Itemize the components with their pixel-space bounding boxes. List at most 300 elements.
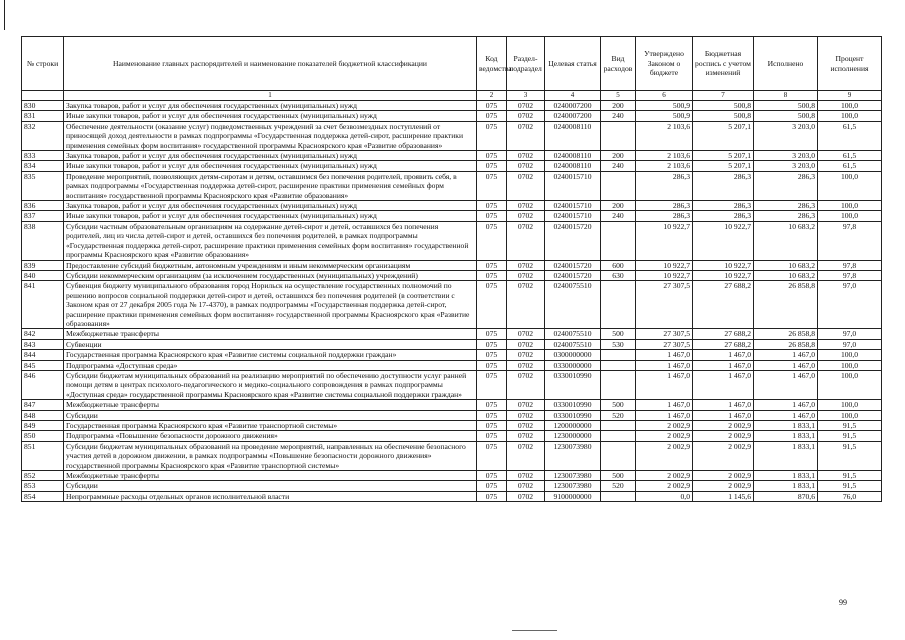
row-number: 843	[22, 339, 64, 349]
row-department-code: 075	[477, 360, 507, 370]
row-target-article: 0330010990	[545, 370, 601, 399]
row-department-code: 075	[477, 201, 507, 211]
row-target-article: 0240015710	[545, 211, 601, 221]
row-section: 0702	[507, 211, 545, 221]
row-number: 838	[22, 221, 64, 260]
row-executed: 1 467,0	[754, 370, 818, 399]
table-body	[22, 101, 882, 502]
row-number: 849	[22, 421, 64, 431]
row-name: Обеспечение деятельности (оказание услуг) подведомственных учреждений за счет безвозмездных поступлений от приносящей доход деятельности в рамках подпрограммы «Государственная поддержка детей-сирот, расширение практики применения семейных форм воспитания» государственной программы Красноярского края «Развитие образования»	[64, 121, 477, 150]
row-department-code: 075	[477, 400, 507, 410]
row-expense-type: 520	[601, 410, 636, 420]
row-approved: 10 922,7	[636, 270, 693, 280]
row-section: 0702	[507, 481, 545, 491]
row-budget-schedule: 1 467,0	[693, 370, 754, 399]
row-number: 836	[22, 201, 64, 211]
row-expense-type	[601, 221, 636, 260]
row-section: 0702	[507, 281, 545, 329]
row-target-article: 0300000000	[545, 350, 601, 360]
table-row	[22, 161, 882, 171]
row-budget-schedule: 10 922,7	[693, 260, 754, 270]
row-expense-type: 500	[601, 400, 636, 410]
row-expense-type: 630	[601, 270, 636, 280]
table-row	[22, 421, 882, 431]
table-row	[22, 260, 882, 270]
row-number: 835	[22, 171, 64, 200]
table-row	[22, 101, 882, 111]
footer-mark	[512, 630, 557, 631]
row-number: 837	[22, 211, 64, 221]
row-percent: 91,5	[818, 441, 882, 470]
row-percent: 100,0	[818, 370, 882, 399]
row-budget-schedule: 27 688,2	[693, 329, 754, 339]
row-budget-schedule: 5 207,1	[693, 121, 754, 150]
row-target-article: 1200000000	[545, 421, 601, 431]
table-row	[22, 360, 882, 370]
row-percent: 100,0	[818, 410, 882, 420]
row-section: 0702	[507, 400, 545, 410]
row-name: Межбюджетные трансферты	[64, 400, 477, 410]
row-percent: 76,0	[818, 491, 882, 501]
row-expense-type: 500	[601, 471, 636, 481]
row-budget-schedule: 1 467,0	[693, 400, 754, 410]
header-section: Раздел-подраздел	[507, 37, 545, 91]
column-number: 9	[818, 91, 882, 101]
row-department-code: 075	[477, 431, 507, 441]
row-number: 834	[22, 161, 64, 171]
row-budget-schedule: 1 467,0	[693, 410, 754, 420]
header-percent: Процент исполнения	[818, 37, 882, 91]
row-name: Предоставление субсидий бюджетным, автономным учреждениям и иным некоммерческим организациям	[64, 260, 477, 270]
row-expense-type: 200	[601, 201, 636, 211]
row-percent: 100,0	[818, 171, 882, 200]
row-approved: 1 467,0	[636, 350, 693, 360]
row-target-article: 0240015720	[545, 260, 601, 270]
row-budget-schedule: 1 467,0	[693, 360, 754, 370]
row-target-article: 1230073980	[545, 481, 601, 491]
row-percent: 91,5	[818, 471, 882, 481]
header-row	[22, 37, 882, 91]
table-row	[22, 151, 882, 161]
row-department-code: 075	[477, 260, 507, 270]
row-name: Субвенция бюджету муниципального образования город Норильск на осуществление государственных полномочий по решению вопросов социальной поддержки детей-сирот и детей, оставшихся без попечения родителей (в соответствии с Законом края от 27 декабря 2005 года № 17-4370), в рамках подпрограммы «Государственная поддержка детей-сирот, расширение практики применения семейных форм воспитания» государственной программы Красноярского края «Развитие образования»	[64, 281, 477, 329]
row-target-article: 0240015710	[545, 171, 601, 200]
row-department-code: 075	[477, 221, 507, 260]
row-percent: 61,5	[818, 161, 882, 171]
column-number: 4	[545, 91, 601, 101]
header-executed: Исполнено	[754, 37, 818, 91]
row-executed: 10 683,2	[754, 260, 818, 270]
row-target-article: 0240015710	[545, 201, 601, 211]
row-number: 854	[22, 491, 64, 501]
row-expense-type	[601, 350, 636, 360]
row-executed: 1 467,0	[754, 410, 818, 420]
row-approved: 1 467,0	[636, 400, 693, 410]
row-section: 0702	[507, 329, 545, 339]
row-department-code: 075	[477, 161, 507, 171]
row-name: Субсидии бюджетам муниципальных образований на реализацию мероприятий по обеспечению доступности услуг ранней помощи детям в центрах психолого-педагогического и медико-социального сопровождения в рамках подпрограммы «Доступная среда» государственной программы Красноярского края «Развитие системы социальной поддержки граждан»	[64, 370, 477, 399]
row-name: Государственная программа Красноярского края «Развитие транспортной системы»	[64, 421, 477, 431]
row-expense-type	[601, 491, 636, 501]
row-expense-type	[601, 360, 636, 370]
table-row	[22, 221, 882, 260]
row-executed: 1 833,1	[754, 421, 818, 431]
column-number: 5	[601, 91, 636, 101]
table-row	[22, 491, 882, 501]
row-approved: 27 307,5	[636, 339, 693, 349]
row-target-article: 1230073980	[545, 441, 601, 470]
row-name: Субсидии некоммерческим организациям (за исключением государственных (муниципальных) учреждений)	[64, 270, 477, 280]
budget-table	[21, 36, 882, 502]
row-number: 832	[22, 121, 64, 150]
row-budget-schedule: 5 207,1	[693, 161, 754, 171]
row-name: Межбюджетные трансферты	[64, 329, 477, 339]
header-expense-type: Вид расходов	[601, 37, 636, 91]
row-target-article: 0240008110	[545, 151, 601, 161]
row-number: 848	[22, 410, 64, 420]
table-row	[22, 441, 882, 470]
row-name: Субвенции	[64, 339, 477, 349]
row-department-code: 075	[477, 121, 507, 150]
row-name: Субсидии	[64, 481, 477, 491]
column-number: 2	[477, 91, 507, 101]
table-row	[22, 201, 882, 211]
header-department-code: Код ведомства	[477, 37, 507, 91]
row-approved: 286,3	[636, 201, 693, 211]
row-section: 0702	[507, 370, 545, 399]
table-row	[22, 281, 882, 329]
row-section: 0702	[507, 471, 545, 481]
table-row	[22, 481, 882, 491]
row-percent: 97,0	[818, 281, 882, 329]
row-name: Закупка товаров, работ и услуг для обеспечения государственных (муниципальных) нужд	[64, 101, 477, 111]
row-executed: 10 683,2	[754, 270, 818, 280]
table-row	[22, 431, 882, 441]
row-executed: 10 683,2	[754, 221, 818, 260]
row-section: 0702	[507, 410, 545, 420]
row-name: Проведение мероприятий, позволяющих детям-сиротам и детям, оставшимся без попечения родителей, проявить себя, в рамках подпрограммы «Государственная поддержка детей-сирот, расширение практики применения семейных форм воспитания» государственной программы Красноярского края «Развитие образования»	[64, 171, 477, 200]
row-target-article: 1230073980	[545, 471, 601, 481]
table-row	[22, 171, 882, 200]
row-target-article: 9100000000	[545, 491, 601, 501]
row-number: 844	[22, 350, 64, 360]
row-approved: 2 002,9	[636, 441, 693, 470]
row-section: 0702	[507, 431, 545, 441]
row-section: 0702	[507, 161, 545, 171]
row-executed: 1 467,0	[754, 360, 818, 370]
row-section: 0702	[507, 151, 545, 161]
row-budget-schedule: 1 467,0	[693, 350, 754, 360]
row-approved: 286,3	[636, 171, 693, 200]
row-executed: 3 203,0	[754, 121, 818, 150]
row-expense-type	[601, 171, 636, 200]
row-percent: 97,0	[818, 339, 882, 349]
row-approved: 10 922,7	[636, 260, 693, 270]
row-percent: 100,0	[818, 360, 882, 370]
row-executed: 26 858,8	[754, 329, 818, 339]
row-approved: 27 307,5	[636, 329, 693, 339]
header-budget-schedule: Бюджетная роспись с учетом изменений	[693, 37, 754, 91]
row-executed: 1 833,1	[754, 471, 818, 481]
row-expense-type	[601, 281, 636, 329]
row-name: Субсидии	[64, 410, 477, 420]
row-target-article: 0330010990	[545, 400, 601, 410]
row-target-article: 0240075510	[545, 329, 601, 339]
row-expense-type	[601, 441, 636, 470]
row-number: 842	[22, 329, 64, 339]
row-budget-schedule: 286,3	[693, 201, 754, 211]
row-budget-schedule: 1 145,6	[693, 491, 754, 501]
row-section: 0702	[507, 221, 545, 260]
row-section: 0702	[507, 360, 545, 370]
row-budget-schedule: 500,8	[693, 101, 754, 111]
row-department-code: 075	[477, 370, 507, 399]
table-row	[22, 270, 882, 280]
row-expense-type: 500	[601, 329, 636, 339]
row-department-code: 075	[477, 171, 507, 200]
row-expense-type	[601, 431, 636, 441]
row-department-code: 075	[477, 471, 507, 481]
row-section: 0702	[507, 201, 545, 211]
row-expense-type: 200	[601, 151, 636, 161]
row-name: Иные закупки товаров, работ и услуг для обеспечения государственных (муниципальных) нужд	[64, 111, 477, 121]
row-budget-schedule: 286,3	[693, 171, 754, 200]
row-percent: 97,8	[818, 270, 882, 280]
row-expense-type: 530	[601, 339, 636, 349]
row-approved: 500,9	[636, 101, 693, 111]
row-department-code: 075	[477, 211, 507, 221]
row-department-code: 075	[477, 410, 507, 420]
row-number: 841	[22, 281, 64, 329]
row-name: Подпрограмма «Повышение безопасности дорожного движения»	[64, 431, 477, 441]
row-executed: 3 203,0	[754, 151, 818, 161]
row-percent: 100,0	[818, 211, 882, 221]
column-number-row	[22, 91, 882, 101]
row-percent: 91,5	[818, 431, 882, 441]
row-approved: 2 002,9	[636, 481, 693, 491]
row-target-article: 0240008110	[545, 121, 601, 150]
column-number: 6	[636, 91, 693, 101]
row-section: 0702	[507, 339, 545, 349]
row-expense-type	[601, 121, 636, 150]
row-number: 851	[22, 441, 64, 470]
row-expense-type	[601, 421, 636, 431]
row-name: Иные закупки товаров, работ и услуг для обеспечения государственных (муниципальных) нужд	[64, 161, 477, 171]
row-budget-schedule: 10 922,7	[693, 270, 754, 280]
row-expense-type: 600	[601, 260, 636, 270]
table-row	[22, 339, 882, 349]
page-number: 99	[839, 598, 847, 607]
row-budget-schedule: 2 002,9	[693, 421, 754, 431]
row-percent: 100,0	[818, 400, 882, 410]
row-approved: 500,9	[636, 111, 693, 121]
row-name: Непрограммные расходы отдельных органов исполнительной власти	[64, 491, 477, 501]
row-name: Субсидии бюджетам муниципальных образований на проведение мероприятий, направленных на обеспечение безопасного участия детей в дорожном движении, в рамках подпрограммы «Повышение безопасности дорожного движения» государственной программы Красноярского края «Развитие транспортной системы»	[64, 441, 477, 470]
row-executed: 1 833,1	[754, 441, 818, 470]
row-approved: 1 467,0	[636, 360, 693, 370]
row-number: 847	[22, 400, 64, 410]
row-budget-schedule: 2 002,9	[693, 481, 754, 491]
row-approved: 1 467,0	[636, 410, 693, 420]
row-approved: 27 307,5	[636, 281, 693, 329]
table-row	[22, 350, 882, 360]
row-number: 850	[22, 431, 64, 441]
row-budget-schedule: 2 002,9	[693, 431, 754, 441]
row-name: Подпрограмма «Доступная среда»	[64, 360, 477, 370]
row-name: Государственная программа Красноярского края «Развитие системы социальной поддержки граждан»	[64, 350, 477, 360]
row-expense-type: 240	[601, 161, 636, 171]
row-approved: 2 002,9	[636, 431, 693, 441]
row-executed: 1 833,1	[754, 481, 818, 491]
row-budget-schedule: 27 688,2	[693, 339, 754, 349]
row-percent: 100,0	[818, 111, 882, 121]
row-number: 840	[22, 270, 64, 280]
row-number: 833	[22, 151, 64, 161]
row-expense-type: 520	[601, 481, 636, 491]
row-executed: 1 467,0	[754, 400, 818, 410]
row-number: 830	[22, 101, 64, 111]
row-approved: 286,3	[636, 211, 693, 221]
table-row	[22, 410, 882, 420]
row-number: 846	[22, 370, 64, 399]
row-percent: 100,0	[818, 101, 882, 111]
row-approved: 0,0	[636, 491, 693, 501]
row-approved: 2 103,6	[636, 121, 693, 150]
header-name: Наименование главных распорядителей и наименование показателей бюджетной классификации	[64, 37, 477, 91]
row-name: Межбюджетные трансферты	[64, 471, 477, 481]
row-expense-type: 240	[601, 211, 636, 221]
row-target-article: 0240075510	[545, 339, 601, 349]
column-number: 3	[507, 91, 545, 101]
row-budget-schedule: 500,8	[693, 111, 754, 121]
row-budget-schedule: 2 002,9	[693, 471, 754, 481]
row-percent: 97,8	[818, 260, 882, 270]
row-name: Иные закупки товаров, работ и услуг для обеспечения государственных (муниципальных) нужд	[64, 211, 477, 221]
row-department-code: 075	[477, 281, 507, 329]
table-row	[22, 370, 882, 399]
row-approved: 2 002,9	[636, 421, 693, 431]
row-section: 0702	[507, 270, 545, 280]
row-approved: 2 103,6	[636, 161, 693, 171]
row-percent: 91,5	[818, 421, 882, 431]
row-target-article: 0240007200	[545, 111, 601, 121]
row-executed: 870,6	[754, 491, 818, 501]
row-percent: 100,0	[818, 201, 882, 211]
row-executed: 26 858,8	[754, 339, 818, 349]
row-percent: 97,0	[818, 329, 882, 339]
header-approved: Утверждено Законом о бюджете	[636, 37, 693, 91]
row-executed: 286,3	[754, 211, 818, 221]
row-executed: 286,3	[754, 171, 818, 200]
row-department-code: 075	[477, 329, 507, 339]
row-approved: 1 467,0	[636, 370, 693, 399]
row-department-code: 075	[477, 481, 507, 491]
column-number: 8	[754, 91, 818, 101]
row-target-article: 0240015720	[545, 221, 601, 260]
row-expense-type: 200	[601, 101, 636, 111]
row-executed: 1 467,0	[754, 350, 818, 360]
row-target-article: 1230000000	[545, 431, 601, 441]
row-department-code: 075	[477, 111, 507, 121]
header-target-article: Целевая статья	[545, 37, 601, 91]
header-row-number: № строки	[22, 37, 64, 91]
row-number: 852	[22, 471, 64, 481]
row-section: 0702	[507, 421, 545, 431]
row-target-article: 0240007200	[545, 101, 601, 111]
row-executed: 500,8	[754, 111, 818, 121]
row-department-code: 075	[477, 350, 507, 360]
table-row	[22, 329, 882, 339]
row-percent: 61,5	[818, 151, 882, 161]
row-section: 0702	[507, 260, 545, 270]
row-executed: 26 858,8	[754, 281, 818, 329]
row-executed: 1 833,1	[754, 431, 818, 441]
table-row	[22, 121, 882, 150]
row-department-code: 075	[477, 421, 507, 431]
table-row	[22, 211, 882, 221]
row-name: Закупка товаров, работ и услуг для обеспечения государственных (муниципальных) нужд	[64, 151, 477, 161]
row-number: 839	[22, 260, 64, 270]
column-number: 1	[64, 91, 477, 101]
row-department-code: 075	[477, 270, 507, 280]
row-executed: 286,3	[754, 201, 818, 211]
row-budget-schedule: 27 688,2	[693, 281, 754, 329]
row-target-article: 0240008110	[545, 161, 601, 171]
table-row	[22, 471, 882, 481]
row-name: Субсидии частным образовательным организациям на содержание детей-сирот и детей, оставшихся без попечения родителей, лиц из числа детей-сирот и детей, оставшихся без попечения родителей, в рамках подпрограммы «Государственная поддержка детей-сирот, расширение практики применения семейных форм воспитания» государственной программы Красноярского края «Развитие образования»	[64, 221, 477, 260]
row-target-article: 0330010990	[545, 410, 601, 420]
column-number	[22, 91, 64, 101]
page-edge-line	[4, 0, 5, 30]
row-department-code: 075	[477, 101, 507, 111]
column-number: 7	[693, 91, 754, 101]
row-department-code: 075	[477, 491, 507, 501]
row-section: 0702	[507, 441, 545, 470]
row-budget-schedule: 2 002,9	[693, 441, 754, 470]
row-approved: 10 922,7	[636, 221, 693, 260]
row-section: 0702	[507, 491, 545, 501]
row-section: 0702	[507, 111, 545, 121]
row-name: Закупка товаров, работ и услуг для обеспечения государственных (муниципальных) нужд	[64, 201, 477, 211]
row-target-article: 0240075510	[545, 281, 601, 329]
row-executed: 500,8	[754, 101, 818, 111]
table-row	[22, 111, 882, 121]
row-approved: 2 103,6	[636, 151, 693, 161]
table-row	[22, 400, 882, 410]
row-percent: 61,5	[818, 121, 882, 150]
row-percent: 97,8	[818, 221, 882, 260]
row-budget-schedule: 5 207,1	[693, 151, 754, 161]
row-expense-type	[601, 370, 636, 399]
row-budget-schedule: 286,3	[693, 211, 754, 221]
row-department-code: 075	[477, 441, 507, 470]
row-number: 831	[22, 111, 64, 121]
row-number: 845	[22, 360, 64, 370]
row-section: 0702	[507, 171, 545, 200]
row-budget-schedule: 10 922,7	[693, 221, 754, 260]
row-expense-type: 240	[601, 111, 636, 121]
row-percent: 91,5	[818, 481, 882, 491]
row-department-code: 075	[477, 339, 507, 349]
row-approved: 2 002,9	[636, 471, 693, 481]
row-section: 0702	[507, 101, 545, 111]
row-section: 0702	[507, 121, 545, 150]
row-section: 0702	[507, 350, 545, 360]
row-target-article: 0330000000	[545, 360, 601, 370]
row-number: 853	[22, 481, 64, 491]
row-target-article: 0240015720	[545, 270, 601, 280]
row-percent: 100,0	[818, 350, 882, 360]
